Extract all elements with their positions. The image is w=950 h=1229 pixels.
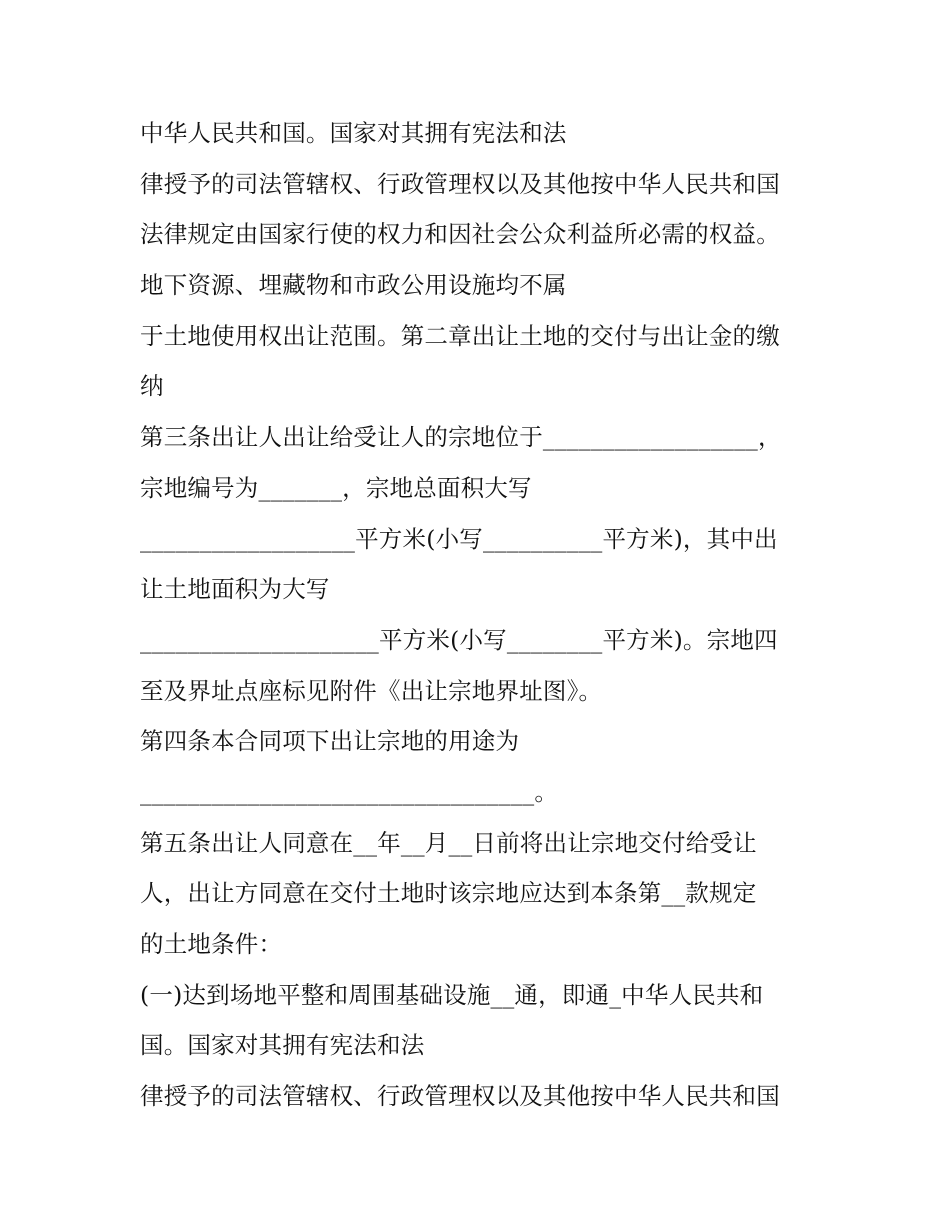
text-line: 至及界址点座标见附件《出让宗地界址图》。 [140,676,603,705]
document-body [140,108,830,1122]
text-line: 第五条出让人同意在__年__月__日前将出让宗地交付给受让 [140,828,757,857]
text-line: __________________平方米(小写__________平方米)，其中出 [140,524,778,553]
text-line: 中华人民共和国。国家对其拥有宪法和法 [140,119,567,147]
text-line: 律授予的司法管辖权、行政管理权以及其他按中华人民共和国 [140,169,780,198]
text-line: 的土地条件： [140,930,283,958]
text-line: 国。国家对其拥有宪法和法 [140,1031,425,1060]
text-line: 第三条出让人出让给受让人的宗地位于__________________， [140,423,782,452]
text-line: 纳 [140,372,164,401]
text-line: 律授予的司法管辖权、行政管理权以及其他按中华人民共和国 [140,1082,780,1111]
text-line: 于土地使用权出让范围。第二章出让土地的交付与出让金的缴 [140,321,780,350]
text-line: 地下资源、埋藏物和市政公用设施均不属 [140,271,567,300]
text-line: _________________________________。 [140,777,559,806]
text-line: 法律规定由国家行使的权力和因社会公众利益所必需的权益。 [140,220,780,249]
text-line: 第四条本合同项下出让宗地的用途为 [140,727,520,756]
text-line: 人，出让方同意在交付土地时该宗地应达到本条第__款规定 [140,879,757,908]
text-line: (一)达到场地平整和周围基础设施__通，即通_中华人民共和 [140,980,764,1009]
text-line: 宗地编号为_______，宗地总面积大写 [140,473,532,502]
text-line: ____________________平方米(小写________平方米)。宗地四 [140,625,778,654]
text-line: 让土地面积为大写 [140,575,330,604]
